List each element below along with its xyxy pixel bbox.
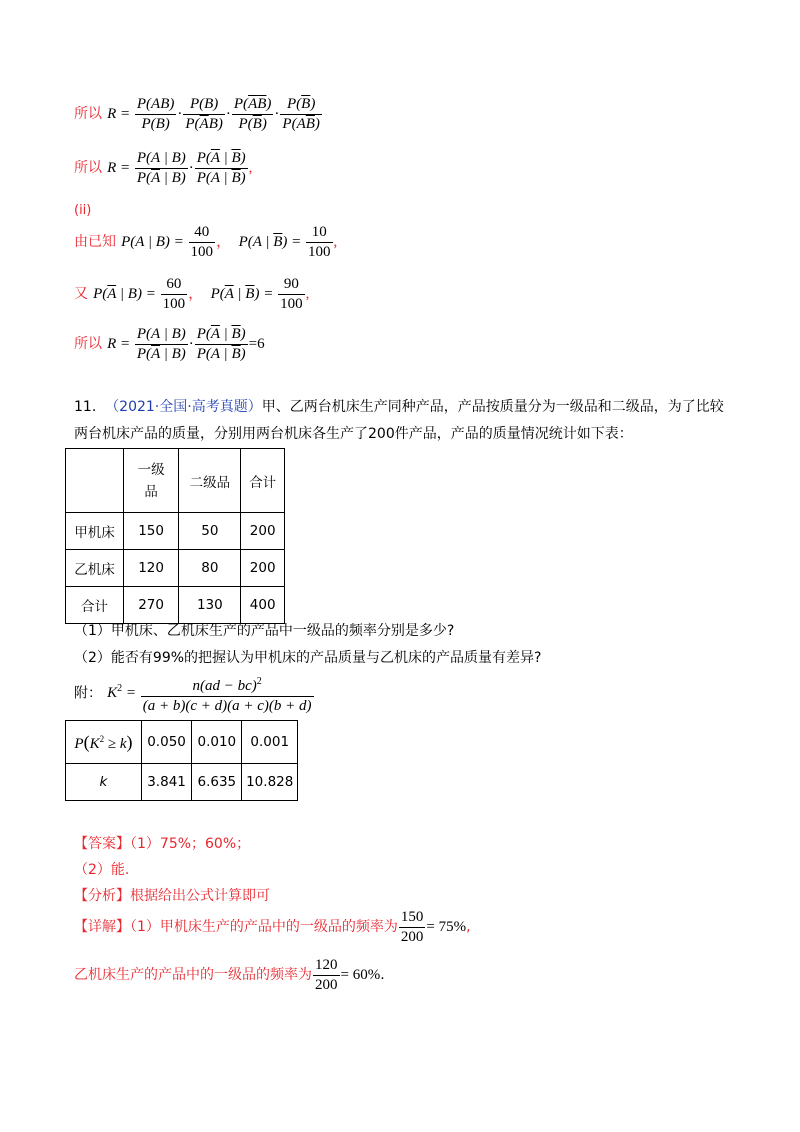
formula-r-ratio-1: R = $\frac{P(AB)}{P(B)}$ · $\frac{P(B)}{P(\overline{A}B)}$ · $\frac{P(\overline{A}\overline{B})}{P(\overline{B})}$ · $\frac{P(\overline{B})}{P(A\overline{B})}$ — [107, 96, 320, 132]
table-cell: 200 — [241, 513, 285, 550]
problem-number: 11. — [74, 399, 97, 415]
table-cell: 10.828 — [242, 764, 298, 801]
part-ii-label: (ii) — [74, 203, 92, 218]
table-cell: 合计 — [66, 587, 124, 624]
detail-text-1: （1）甲机床生产的产品中的一级品的频率为 — [130, 918, 398, 935]
table-row — [66, 550, 285, 587]
table-cell: 乙机床 — [66, 550, 124, 587]
table-cell: 200 — [241, 550, 285, 587]
critical-value-table — [65, 720, 298, 801]
table-cell: 甲机床 — [66, 513, 124, 550]
table-cell: 0.010 — [192, 721, 242, 764]
detail-fraction-1: $\frac{150}{200}$ = 75% — [400, 909, 467, 945]
so-label-1: 所以 — [74, 105, 102, 122]
detail-text-2: 乙机床生产的产品中的一级品的频率为 — [74, 966, 312, 983]
formula-also: $P(\overline{A}$ | B) = $\frac{60}{100}$ ， $P(\overline{A}$ | $\overline{B}$) = $\frac{90}{100}$ , — [93, 276, 310, 312]
critical-value-prob-header: $P(K^2 \ge k)$ — [66, 721, 142, 764]
derivation-line-3 — [74, 224, 337, 261]
table-cell: 6.635 — [192, 764, 242, 801]
derivation-line-2 — [74, 150, 252, 187]
quality-table-header-second-grade: 二级品 — [179, 449, 241, 513]
table-cell: 0.050 — [141, 721, 191, 764]
table-row — [66, 721, 298, 764]
so-label-2: 所以 — [74, 159, 102, 176]
formula-r-ratio-2: R = $\frac{P(A | B)}{P(\overline{A} | B)}$ · $\frac{P(\overline{A} | \overline{B})}{P(A | \overline{B})}$ , — [107, 150, 253, 186]
table-cell: 270 — [123, 587, 178, 624]
analysis-line — [74, 885, 270, 905]
quality-table-header-empty — [66, 449, 124, 513]
table-row — [66, 764, 298, 801]
detail-line-2: 乙机床生产的产品中的一级品的频率为 $\frac{120}{200}$ = 60%. — [74, 957, 385, 993]
formula-k-squared: $K^2$ = $\frac{n(ad - bc)^2}{(a + b)(c + d)(a + c)(b + d)}$ — [107, 685, 314, 701]
table-cell: 130 — [179, 587, 241, 624]
appendix-label: 附： — [74, 685, 102, 702]
quality-table-header-row — [66, 449, 285, 513]
table-cell: 50 — [179, 513, 241, 550]
detail-label: 【详解】 — [74, 918, 130, 935]
question-1: （1）甲机床、乙机床生产的产品中一级品的频率分别是多少? — [74, 623, 455, 639]
table-cell: 120 — [123, 550, 178, 587]
table-cell: 80 — [179, 550, 241, 587]
detail-fraction-2: $\frac{120}{200}$ = 60% — [315, 957, 381, 993]
table-cell: 400 — [241, 587, 285, 624]
critical-value-k-header: k — [66, 764, 142, 801]
problem-statement-line-1 — [74, 396, 724, 416]
question-2: （2）能否有99%的把握认为甲机床的产品质量与乙机床的产品质量有差异? — [74, 650, 542, 666]
also-label: 又 — [74, 285, 88, 302]
problem-statement-line-2: 两台机床产品的质量，分别用两台机床各生产了200件产品，产品的质量情况统计如下表： — [74, 426, 633, 442]
answer-line-1 — [74, 833, 250, 853]
answer-1: （1）75%；60%； — [130, 836, 251, 852]
quality-table — [65, 448, 285, 624]
quality-table-header-total: 合计 — [241, 449, 285, 513]
derivation-line-5 — [74, 326, 265, 363]
known-label: 由已知 — [74, 233, 116, 250]
result-value: =6 — [248, 335, 265, 352]
derivation-line-1 — [74, 96, 323, 133]
derivation-line-4 — [74, 276, 309, 313]
formula-known: P(A | B) = $\frac{40}{100}$ ， P(A | $\overline{B}$) = $\frac{10}{100}$ , — [121, 224, 338, 260]
table-row — [66, 587, 285, 624]
problem-text-1: 甲、乙两台机床生产同种产品，产品按质量分为一级品和二级品，为了比较 — [261, 399, 724, 415]
table-cell: 3.841 — [141, 764, 191, 801]
answer-label: 【答案】 — [74, 836, 130, 852]
table-row — [66, 513, 285, 550]
analysis-label: 【分析】 — [74, 888, 130, 904]
detail-line-1: 【详解】（1）甲机床生产的产品中的一级品的频率为 $\frac{150}{200}$ = 75%, — [74, 909, 471, 945]
appendix-formula-line — [74, 673, 315, 715]
formula-r-result: R = $\frac{P(A | B)}{P(\overline{A} | B)}$ · $\frac{P(\overline{A} | \overline{B})}{P(A | \overline{B})}$ =6 — [107, 326, 265, 362]
so-label-3: 所以 — [74, 335, 102, 352]
problem-source: （2021·全国·高考真题） — [105, 399, 262, 415]
analysis-text: 根据给出公式计算即可 — [130, 888, 270, 904]
table-cell: 0.001 — [242, 721, 298, 764]
quality-table-header-first-grade: 一级品 — [123, 449, 178, 513]
answer-2: （2）能. — [74, 862, 130, 878]
table-cell: 150 — [123, 513, 178, 550]
